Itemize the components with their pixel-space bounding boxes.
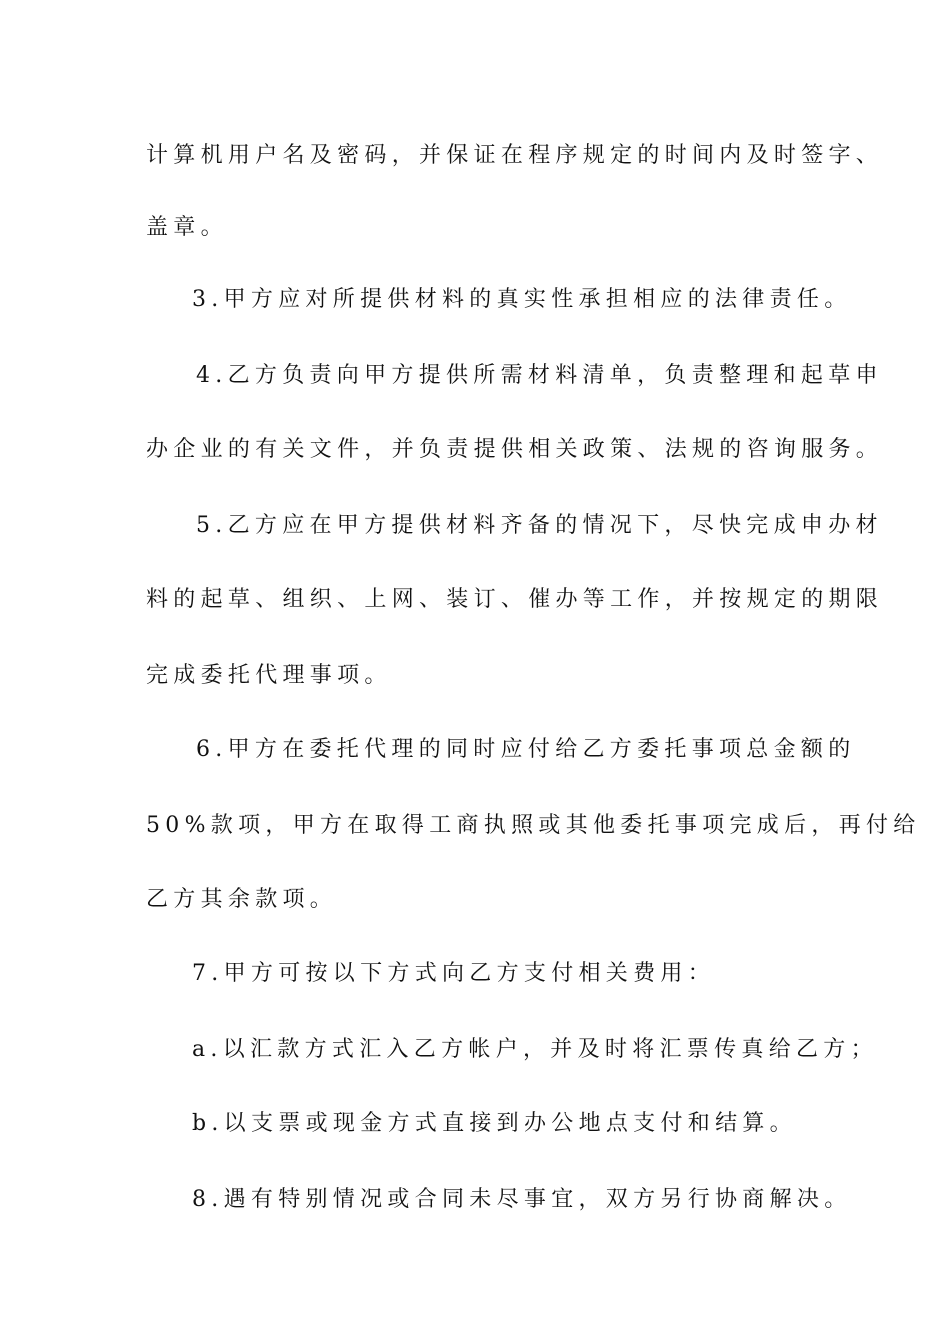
text-line: b.以支票或现金方式直接到办公地点支付和结算。 — [192, 1111, 797, 1136]
text-line: 料的起草、组织、上网、装订、催办等工作，并按规定的期限 — [146, 587, 884, 612]
text-line: 计算机用户名及密码，并保证在程序规定的时间内及时签字、 — [146, 143, 884, 168]
text-line: a.以汇款方式汇入乙方帐户，并及时将汇票传真给乙方； — [192, 1037, 878, 1062]
text-line: 4.乙方负责向甲方提供所需材料清单，负责整理和起草申 — [196, 363, 883, 388]
text-line: 3.甲方应对所提供材料的真实性承担相应的法律责任。 — [192, 287, 852, 312]
text-line: 办企业的有关文件，并负责提供相关政策、法规的咨询服务。 — [146, 437, 884, 462]
text-line: 7.甲方可按以下方式向乙方支付相关费用： — [192, 961, 715, 986]
text-line: 5.乙方应在甲方提供材料齐备的情况下，尽快完成申办材 — [196, 513, 883, 538]
text-line: 6.甲方在委托代理的同时应付给乙方委托事项总金额的 — [196, 737, 856, 762]
text-line: 完成委托代理事项。 — [146, 663, 392, 688]
text-line: 盖章。 — [146, 215, 228, 240]
text-line: 乙方其余款项。 — [146, 887, 338, 912]
text-line: 50%款项，甲方在取得工商执照或其他委托事项完成后，再付给 — [146, 813, 921, 838]
text-line: 8.遇有特别情况或合同未尽事宜，双方另行协商解决。 — [192, 1187, 852, 1212]
